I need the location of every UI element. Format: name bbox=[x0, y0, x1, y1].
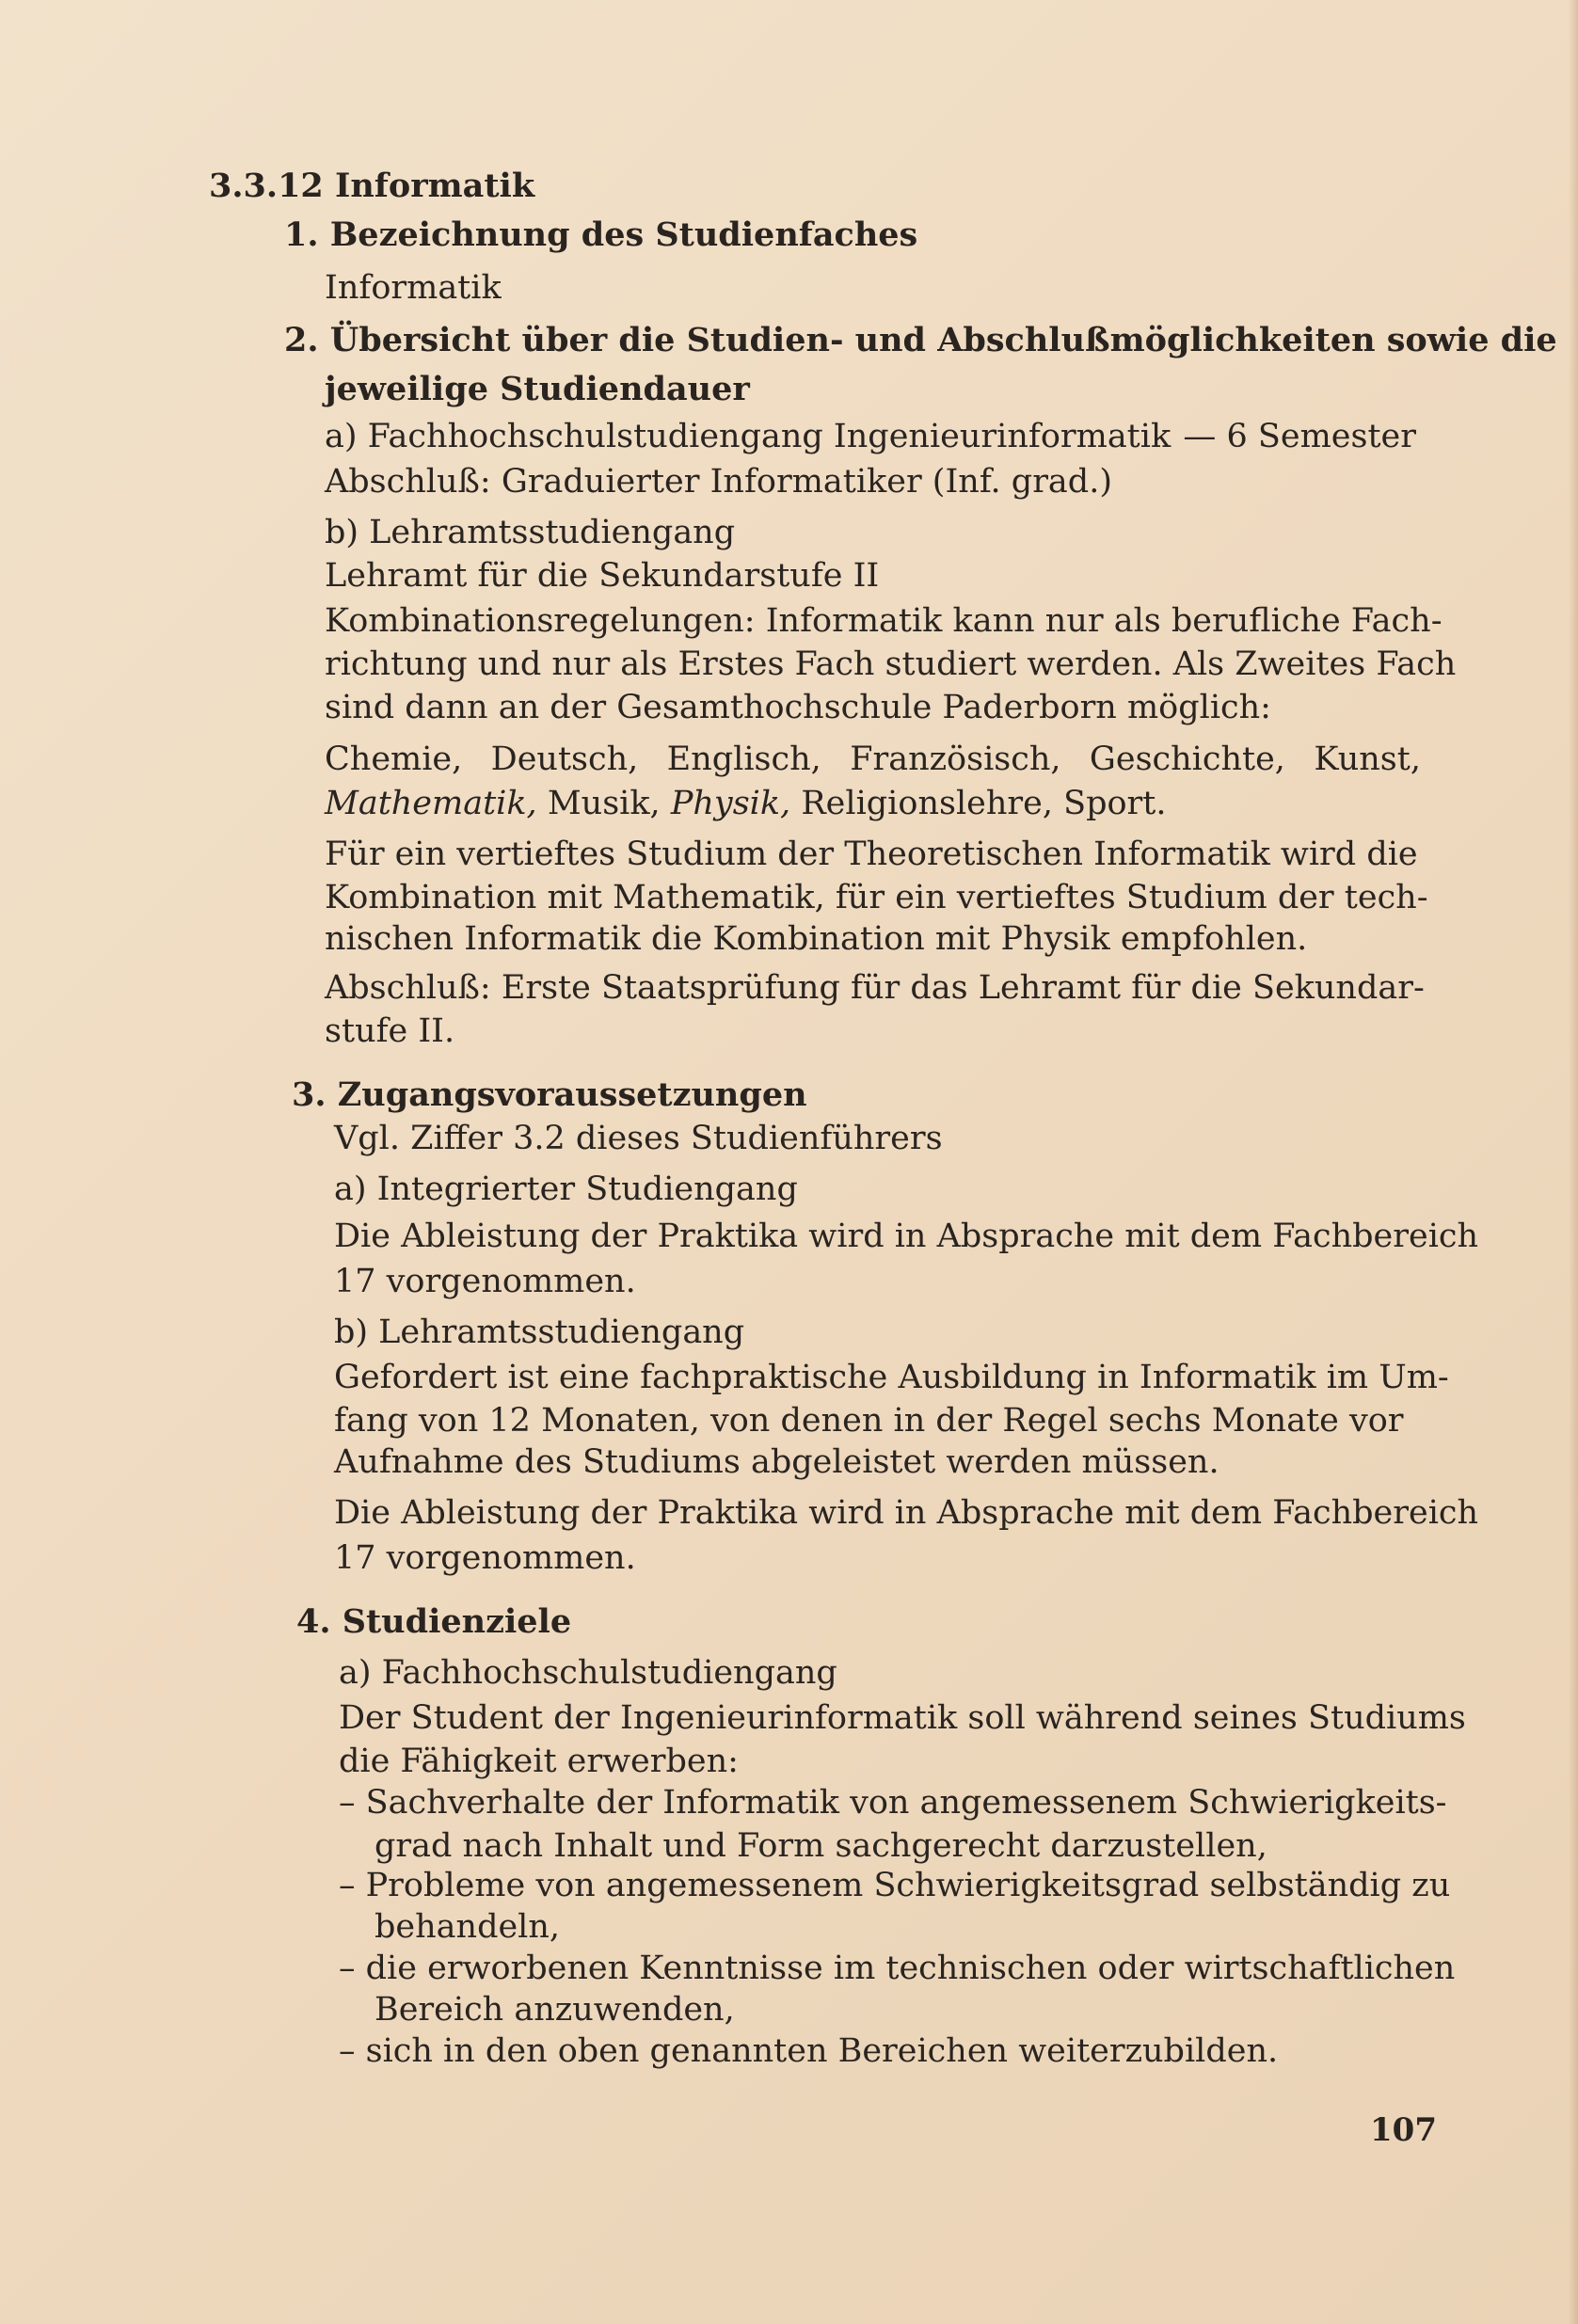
s3-b-line3: Aufnahme des Studiums abgeleistet werden müssen. bbox=[334, 1443, 1219, 1481]
s2-komb-line1 bbox=[325, 600, 1443, 642]
subject-chemie: Chemie, bbox=[325, 740, 463, 778]
section-heading bbox=[209, 166, 534, 207]
s2-a-duration: — 6 Semester bbox=[1183, 418, 1416, 455]
s3-a-line2: 17 vorgenommen. bbox=[334, 1263, 636, 1300]
s4-intro-line1: Der Student der Ingenieurinformatik soll während seines Studiums bbox=[339, 1699, 1466, 1737]
s4-item4-line1: – sich in den oben genannten Bereichen weiterzubilden. bbox=[339, 2032, 1279, 2070]
s4-item3-line2: Bereich anzuwenden, bbox=[375, 1991, 735, 2029]
s3-b-line4: Die Ableistung der Praktika wird in Absprache mit dem Fachbereich bbox=[334, 1494, 1479, 1532]
subject-franzoesisch: Französisch, bbox=[850, 740, 1061, 778]
s4-item2-line1: – Probleme von angemessenem Schwierigkeitsgrad selbständig zu bbox=[339, 1867, 1451, 1904]
s4-intro-line2: die Fähigkeit erwerben: bbox=[339, 1743, 739, 1780]
s2-subjects-line2 bbox=[325, 783, 1166, 824]
s4-item1-line1: – Sachverhalte der Informatik von angemessenem Schwierigkeits- bbox=[339, 1784, 1447, 1822]
s3-heading: 3. Zugangsvoraussetzungen bbox=[292, 1075, 807, 1114]
s2-a-row bbox=[325, 416, 1416, 457]
s2-komb-line2: richtung und nur als Erstes Fach studiert werden. Als Zweites Fach bbox=[325, 645, 1457, 683]
s2-abschluss-line2: stufe II. bbox=[325, 1012, 455, 1050]
s2-abschluss-line1: Abschluß: Erste Staatsprüfung für das Lehramt für die Sekundar- bbox=[325, 969, 1425, 1007]
s4-heading: 4. Studienziele bbox=[296, 1602, 572, 1641]
subject-rest: Religionslehre, Sport. bbox=[801, 785, 1167, 822]
subject-englisch: Englisch, bbox=[666, 740, 821, 778]
page-number: 107 bbox=[1370, 2111, 1437, 2149]
s4-a-label: a) Fachhochschulstudiengang bbox=[339, 1654, 837, 1692]
s2-vert-line1: Für ein vertieftes Studium der Theoretischen Informatik wird die bbox=[325, 836, 1418, 873]
s2-b-sub: Lehramt für die Sekundarstufe II bbox=[325, 557, 880, 595]
section-number: 3.3.12 bbox=[209, 167, 324, 205]
s2-subjects-line1 bbox=[325, 739, 1421, 780]
s3-b-line2: fang von 12 Monaten, von denen in der Regel sechs Monate vor bbox=[334, 1402, 1404, 1440]
s3-b-label: b) Lehramtsstudiengang bbox=[334, 1313, 745, 1351]
s4-item1-line2: grad nach Inhalt und Form sachgerecht darzustellen, bbox=[375, 1827, 1267, 1865]
s3-a-label: a) Integrierter Studiengang bbox=[334, 1170, 798, 1208]
s2-vert-line2: Kombination mit Mathematik, für ein vertieftes Studium der tech- bbox=[325, 879, 1428, 916]
s3-b-line1: Gefordert ist eine fachpraktische Ausbildung in Informatik im Um- bbox=[334, 1359, 1449, 1396]
subject-physik: Physik, bbox=[670, 785, 791, 822]
s4-item3-line1: – die erworbenen Kenntnisse im technischen oder wirtschaftlichen bbox=[339, 1950, 1456, 1987]
s2-vert-line3: nischen Informatik die Kombination mit Physik empfohlen. bbox=[325, 920, 1308, 958]
s3-b-line5: 17 vorgenommen. bbox=[334, 1539, 636, 1577]
s3-a-line1: Die Ableistung der Praktika wird in Absprache mit dem Fachbereich bbox=[334, 1218, 1479, 1255]
s2-a-label: a) Fachhochschulstudiengang Ingenieurinformatik bbox=[325, 418, 1172, 455]
s2-komb-text1: Kombinationsregelungen: Informatik kann nur als berufliche Fach- bbox=[325, 602, 1443, 640]
subject-musik: Musik, bbox=[547, 785, 661, 822]
s2-a-degree: Abschluß: Graduierter Informatiker (Inf. grad.) bbox=[325, 463, 1112, 501]
s1-heading: 1. Bezeichnung des Studienfaches bbox=[284, 215, 918, 254]
s2-b-label: b) Lehramtsstudiengang bbox=[325, 514, 736, 551]
subject-mathematik: Mathematik, bbox=[325, 785, 537, 822]
s1-text: Informatik bbox=[325, 269, 502, 307]
s2-heading-line1: 2. Übersicht über die Studien- und Abschlußmöglichkeiten sowie die bbox=[284, 321, 1557, 359]
s4-item2-line2: behandeln, bbox=[375, 1908, 561, 1946]
subject-kunst: Kunst, bbox=[1314, 740, 1421, 778]
s3-vgl: Vgl. Ziffer 3.2 dieses Studienführers bbox=[334, 1120, 943, 1157]
s2-heading-line2: jeweilige Studiendauer bbox=[325, 370, 750, 408]
subject-deutsch: Deutsch, bbox=[490, 740, 639, 778]
section-title: Informatik bbox=[334, 167, 535, 205]
subject-geschichte: Geschichte, bbox=[1089, 740, 1285, 778]
s2-komb-line3: sind dann an der Gesamthochschule Paderborn möglich: bbox=[325, 689, 1271, 726]
